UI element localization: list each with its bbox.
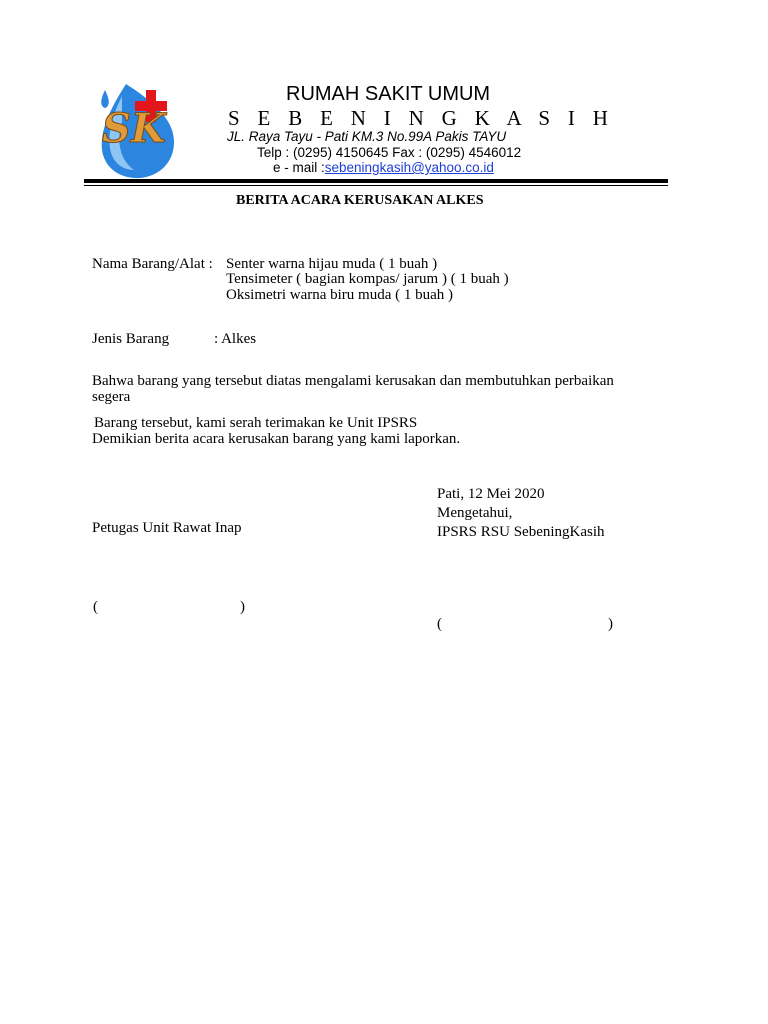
item-3: Oksimetri warna biru muda ( 1 buah ) bbox=[226, 287, 454, 303]
hospital-logo bbox=[96, 80, 180, 180]
header-rule-thin bbox=[84, 185, 668, 186]
item-1: Senter warna hijau muda ( 1 buah ) bbox=[226, 256, 438, 272]
right-signature-open-paren: ( bbox=[437, 616, 442, 632]
closing-statement: Demikian berita acara kerusakan barang yang kami laporkan. bbox=[92, 431, 461, 447]
statement-line-1: Bahwa barang yang tersebut diatas mengalami kerusakan dan membutuhkan perbaikan bbox=[92, 373, 614, 389]
left-signature-open-paren: ( bbox=[93, 599, 98, 615]
type-label: Jenis Barang bbox=[92, 331, 170, 347]
email-link[interactable]: sebeningkasih@yahoo.co.id bbox=[324, 160, 494, 175]
acknowledged-label: Mengetahui, bbox=[437, 505, 513, 521]
place-date: Pati, 12 Mei 2020 bbox=[437, 486, 545, 502]
handover-statement: Barang tersebut, kami serah terimakan ke Unit IPSRS bbox=[94, 415, 418, 431]
hospital-email-line bbox=[273, 160, 494, 175]
left-signatory-unit: Petugas Unit Rawat Inap bbox=[92, 520, 242, 536]
item-2: Tensimeter ( bagian kompas/ jarum ) ( 1 buah ) bbox=[226, 271, 509, 287]
right-signatory-unit: IPSRS RSU SebeningKasih bbox=[437, 524, 605, 540]
svg-text:SK: SK bbox=[102, 105, 166, 152]
hospital-address: JL. Raya Tayu - Pati KM.3 No.99A Pakis TAYU bbox=[227, 129, 507, 144]
right-signature-close-paren: ) bbox=[608, 616, 613, 632]
item-label: Nama Barang/Alat : bbox=[92, 256, 213, 272]
header-rule-thick bbox=[84, 179, 668, 183]
document-title: BERITA ACARA KERUSAKAN ALKES bbox=[236, 193, 484, 208]
statement-line-2: segera bbox=[92, 389, 131, 405]
hospital-name: S E B E N I N G K A S I H bbox=[228, 106, 615, 130]
type-value: : Alkes bbox=[214, 331, 257, 347]
left-signature-close-paren: ) bbox=[240, 599, 245, 615]
email-label: e - mail : bbox=[273, 160, 325, 175]
hospital-phone: Telp : (0295) 4150645 Fax : (0295) 4546012 bbox=[257, 145, 522, 160]
hospital-type: RUMAH SAKIT UMUM bbox=[286, 83, 491, 105]
